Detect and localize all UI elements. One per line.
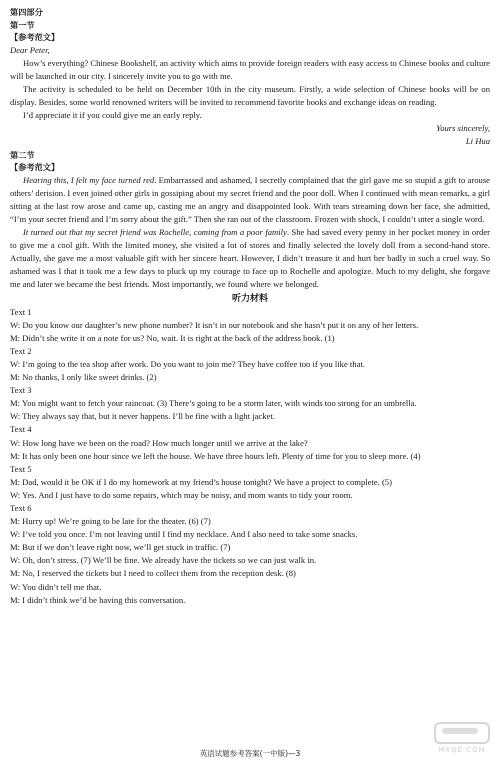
letter-closing: Yours sincerely, <box>436 123 490 134</box>
dialogue-line: M: It has only been one hour since we left the house. We have three hours left. Plenty of time for you to sleep more. (4) <box>10 450 421 461</box>
dialogue-line: W: I’m going to the tea shop after work. Do you want to join me? They have coffee too if you like that. <box>10 358 365 369</box>
text-label: Text 3 <box>10 385 32 396</box>
salutation: Dear Peter, <box>10 44 50 55</box>
letter-paragraph-1: How’s everything? Chinese Bookshelf, an activity which aims to provide foreign readers with easy access to Chinese books and culture will be launched in our city. I sincerely invite you to go with me. <box>10 57 490 81</box>
dialogue-line: M: Hurry up! We’re going to be late for the theater. (6) (7) <box>10 516 211 527</box>
dialogue-line: M: You might want to fetch your raincoat. (3) There’s going to be a storm later, with winds too strong for an umbrella. <box>10 398 417 409</box>
sample-label-2: 【参考范文】 <box>10 162 60 173</box>
story-p2-body: . She had saved every penny in her pocket money in order to give me a cool gift. With the limited money, she visited a lot of stores and finally selected the lovely doll from a second-hand store. Actually, she gave me a most valuable gift with her sincere heart. However, I didn’t treasure it and hurt her badly in such a cruel way. So ashamed was I that it took me a few days to pluck up my courage to face up to Rochelle and apologize. Much to my delight, she forgave me and later we became the best friends. Most importantly, we found where we belonged. <box>10 227 490 290</box>
letter-signature: Li Hua <box>465 136 490 147</box>
page-footer: 英语试题参考答案(一中版)—3 <box>199 749 301 758</box>
part4-title: 第四部分 <box>10 7 43 17</box>
text-label: Text 4 <box>10 424 32 435</box>
dialogue-line: M: No, I reserved the tickets but I need to collect them from the reception desk. (8) <box>10 568 296 579</box>
dialogue-line: M: I didn’t think we’d be having this conversation. <box>10 594 186 605</box>
dialogue-line: W: Do you know our daughter’s new phone number? It isn’t in our notebook and she hasn’t put it on any of her letters. <box>10 319 419 330</box>
dialogue-line: W: How long have we been on the road? How much longer until we arrive at the lake? <box>10 437 308 448</box>
story-paragraph-1 <box>10 174 490 226</box>
sample-label-1: 【参考范文】 <box>10 32 60 43</box>
dialogue-line: M: Didn’t she write it on a note for us? No, wait. It is right at the back of the address book. (1) <box>10 332 335 343</box>
answer-page <box>10 6 490 607</box>
dialogue-line: M: No thanks, I only like sweet drinks. (2) <box>10 372 157 383</box>
text-label: Text 2 <box>10 345 32 356</box>
watermark-logo <box>428 722 496 760</box>
story-paragraph-2 <box>10 226 490 291</box>
letter-paragraph-3: I’d appreciate it if you could give me an early reply. <box>23 110 202 121</box>
dialogue-line: W: You didn’t tell me that. <box>10 581 102 592</box>
listening-title: 听力材料 <box>231 293 268 304</box>
dialogue-line: W: I’ve told you once. I’m not leaving until I find my necklace. And I also need to take some snacks. <box>10 529 358 540</box>
dialogue-line: M: Dad, would it be OK if I do my homework at my friend’s house tonight? We have a project to complete. (5) <box>10 476 392 487</box>
text-label: Text 6 <box>10 502 32 513</box>
dialogue-line: M: But if we don’t leave right now, we’ll get stuck in traffic. (7) <box>10 542 231 553</box>
listening-transcripts <box>10 306 490 607</box>
story-p1-opening: Hearing this, I felt my face turned red <box>23 174 155 185</box>
text-label: Text 1 <box>10 306 32 317</box>
section1-title: 第一节 <box>10 19 35 30</box>
watermark-emblem-icon <box>434 722 490 744</box>
dialogue-line: W: Oh, don’t stress. (7) We’ll be fine. We already have the tickets so we can just walk in. <box>10 555 317 566</box>
dialogue-line: W: Yes. And I just have to do some repairs, which may be noisy, and mom wants to tidy your room. <box>10 489 353 500</box>
watermark-text: MXQE.COM <box>438 746 486 754</box>
letter-paragraph-2: The activity is scheduled to be held on December 10th in the city museum. Firstly, a wide selection of Chinese books will be on display. Besides, some world renowned writers will be invited to recommend favorite books and exchange ideas on reading. <box>10 84 490 108</box>
story-p2-opening: It turned out that my secret friend was Rochelle, coming from a poor family <box>23 227 287 238</box>
story-p1-body: . Embarrassed and ashamed, I secretly complained that the girl gave me so stupid a gift to arouse others’ derision. I even joined other girls in gossiping about my secret friend and the poor doll. When I continued with mean remarks, a girl sitting at the last row arose and came up, casting me an angry and disappointed look. With tears streaming down her face, she admitted, “I’m your secret friend and I’m sorry about the gift.” Then she ran out of the classroom. Frozen with shock, I couldn’t utter a single word. <box>10 174 490 224</box>
dialogue-line: W: They always say that, but it never happens. I’ll be fine with a light jacket. <box>10 411 275 422</box>
section2-title: 第二节 <box>10 149 35 160</box>
text-label: Text 5 <box>10 463 32 474</box>
